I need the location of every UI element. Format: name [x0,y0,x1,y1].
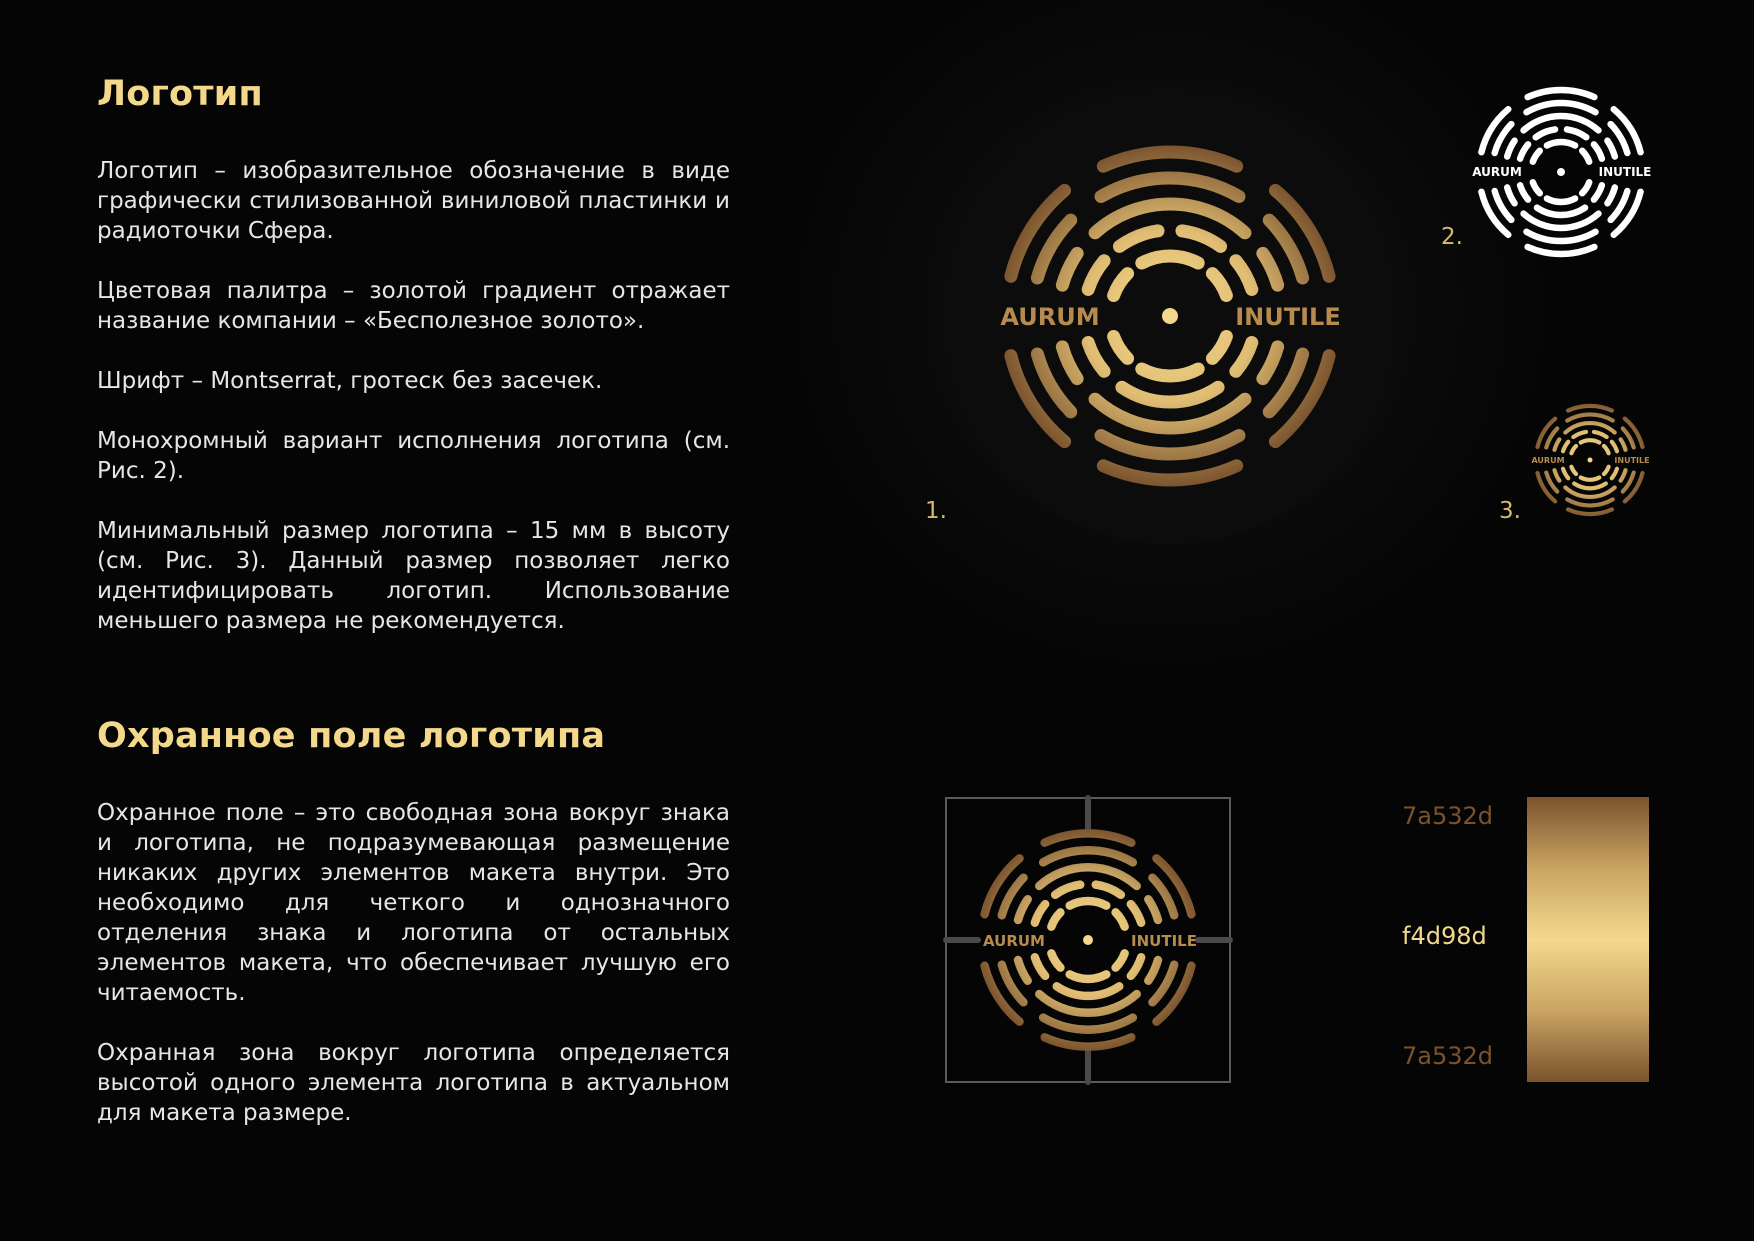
logo-arc-ring-2-segment-3 [1131,904,1141,923]
logo-arc-ring-2-segment-1 [1573,432,1586,437]
logo-arc-ring-1-segment-6 [1533,151,1540,162]
logo-arc-ring-1-segment-1 [1142,256,1198,263]
logo-paragraph-min-size: Минимальный размер логотипа – 15 мм в высоту (см. Рис. 3). Данный размер позволяет легко идентифицировать логотип. Использование меньшего размера не рекомендуется. [97,518,730,634]
logo-arc-ring-4-segment-4 [1527,232,1596,241]
gradient-middle-hex: f4d98d [1402,922,1487,950]
logo-arc-ring-3-segment-5 [1018,960,1028,981]
logo-arc-ring-3-segment-2 [1148,899,1158,920]
figure-2-label: 2. [1441,224,1463,250]
logo-section-title: Логотип [97,74,263,114]
gradient-bottom-hex: 7a532d [1402,1042,1494,1070]
logo-arc-ring-5-segment-1 [1045,833,1132,842]
gradient-top-hex: 7a532d [1402,802,1494,830]
logo-arc-ring-2-segment-2 [1096,885,1121,895]
logo-word-left-clearspace: AURUM [983,932,1045,950]
logo-arc-ring-1-segment-1 [1547,142,1575,146]
logo-arc-ring-3-segment-1 [1039,867,1136,886]
logo-arc-ring-3-segment-1 [1524,116,1599,130]
logo-arc-ring-1-segment-5 [1571,467,1576,474]
logo-arc-ring-2-segment-2 [1567,129,1586,137]
logo-arc-ring-1-segment-1 [1070,901,1107,906]
logo-arc-ring-3-segment-5 [1507,187,1514,203]
logo-arc-ring-1-segment-3 [1604,467,1609,474]
logo-word-right-small: INUTILE [1614,456,1650,465]
logo-arc-ring-3-segment-2 [1607,141,1614,157]
logo-arc-ring-3-segment-2 [1621,439,1626,449]
logo-word-right-clearspace: INUTILE [1131,932,1197,950]
logo-arc-ring-2-segment-5 [1057,986,1120,996]
logo-arc-ring-2-segment-5 [1574,484,1606,489]
figure-3-label: 3. [1499,498,1521,524]
logo-arc-ring-3-segment-3 [1621,470,1626,480]
logo-arc-ring-1-segment-5 [1051,953,1060,967]
logo-arc-ring-2-segment-1 [1055,885,1080,895]
logo-arc-ring-5-segment-1 [1528,90,1595,97]
logo-arc-ring-5-segment-4 [1528,247,1595,254]
logo-arc-ring-4-segment-1 [1043,850,1133,862]
logo-center-dot-small [1588,458,1593,463]
logo-arc-ring-1-segment-2 [1604,446,1609,453]
logo-arc-ring-4-segment-4 [1567,499,1613,505]
logo-arc-ring-2-segment-3 [1612,442,1617,451]
logo-minimum-size-figure [1530,400,1650,520]
logo-arc-ring-3-segment-3 [1148,960,1158,981]
figure-1-label: 1. [925,498,947,524]
logo-arc-ring-3-segment-6 [1507,141,1514,157]
logo-arc-ring-5-segment-1 [1568,406,1612,411]
logo-paragraph-font: Шрифт – Montserrat, гротеск без засечек. [97,368,603,394]
logo-arc-ring-2-segment-1 [1536,129,1555,137]
logo-arc-ring-3-segment-6 [1554,439,1559,449]
logo-arc-ring-1-segment-1 [1581,440,1600,442]
logo-arc-ring-3-segment-1 [1565,423,1614,432]
logo-word-left-small: AURUM [1531,456,1565,465]
logo-center-dot [1162,308,1178,324]
logo-arc-ring-2-segment-6 [1035,957,1045,976]
logo-arc-ring-1-segment-2 [1582,151,1589,162]
logo-arc-ring-1-segment-4 [1142,369,1198,376]
logo-primary-gold-figure [938,84,1402,548]
logo-arc-ring-2-segment-5 [1537,208,1585,215]
logo-arc-ring-2-segment-6 [1520,185,1528,199]
logo-center-dot-mono [1557,168,1565,176]
gold-gradient-swatch [1527,797,1649,1082]
logo-monochrome-figure [1469,80,1653,264]
logo-arc-ring-1-segment-6 [1051,912,1060,926]
logo-arc-ring-1-segment-4 [1070,974,1107,979]
logo-arc-ring-2-segment-2 [1594,432,1607,437]
logo-arc-ring-1-segment-6 [1571,446,1576,453]
logo-arc-ring-2-segment-4 [1131,957,1141,976]
clearspace-section-title: Охранное поле логотипа [97,716,606,756]
logo-arc-ring-2-segment-4 [1594,185,1602,199]
logo-arc-ring-5-segment-4 [1568,509,1612,514]
logo-center-dot-clearspace [1083,935,1093,945]
logo-arc-ring-1-segment-4 [1547,198,1575,202]
logo-arc-ring-1-segment-5 [1533,182,1540,193]
logo-arc-ring-2-segment-3 [1594,144,1602,158]
logo-arc-ring-5-segment-4 [1045,1037,1132,1046]
logo-arc-ring-4-segment-4 [1043,1018,1133,1030]
logo-arc-ring-1-segment-3 [1582,182,1589,193]
logo-word-right-mono: INUTILE [1598,165,1652,179]
logo-arc-ring-2-segment-7 [1563,442,1568,451]
logo-arc-ring-3-segment-6 [1018,899,1028,920]
logo-arc-ring-1-segment-4 [1581,477,1600,479]
logo-word-left-mono: AURUM [1472,165,1522,179]
clearspace-paragraph-definition: Охранное поле – это свободная зона вокруг знака и логотипа, не подразумевающая размещение никаких других элементов макета внутри. Это необходимо для четкого и однозначного отделения знака и логотипа от остальных элементов макета, что обеспечивает лучшую его читаемость. [97,800,730,1006]
logo-paragraph-description: Логотип – изобразительное обозначение в виде графически стилизованной виниловой пластинки и радиоточки Сфера. [97,158,730,244]
logo-arc-ring-2-segment-7 [1520,144,1528,158]
logo-word-right: INUTILE [1235,303,1341,331]
logo-arc-ring-1-segment-2 [1116,912,1125,926]
clearspace-figure [945,797,1231,1083]
logo-arc-ring-4-segment-1 [1527,103,1596,112]
logo-arc-ring-3-segment-3 [1607,187,1614,203]
logo-arc-ring-2-segment-7 [1035,904,1045,923]
logo-arc-ring-4-segment-1 [1567,414,1613,420]
logo-arc-ring-3-segment-5 [1554,470,1559,480]
logo-arc-ring-1-segment-3 [1116,953,1125,967]
logo-arc-ring-2-segment-4 [1612,469,1617,478]
logo-paragraph-monochrome: Монохромный вариант исполнения логотипа (см. Рис. 2). [97,428,730,484]
logo-paragraph-palette: Цветовая палитра – золотой градиент отражает название компании – «Бесполезное золото». [97,278,730,334]
logo-word-left: AURUM [1000,303,1100,331]
clearspace-paragraph-rule: Охранная зона вокруг логотипа определяется высотой одного элемента логотипа в актуальном для макета размере. [97,1040,730,1126]
logo-arc-ring-2-segment-6 [1563,469,1568,478]
